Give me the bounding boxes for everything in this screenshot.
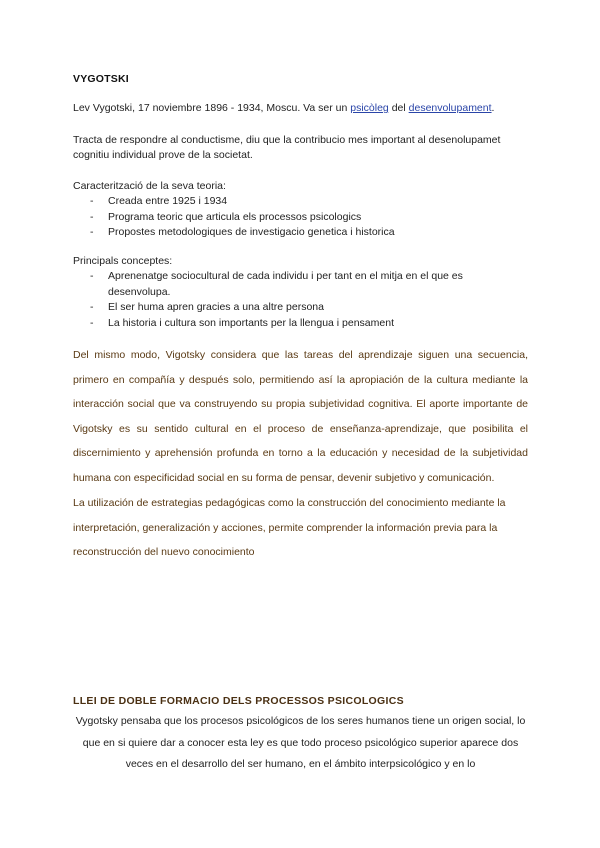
concepts-list	[90, 269, 463, 331]
list-item-continuation: desenvolupa.	[108, 285, 171, 298]
concepts-heading: Principals conceptes:	[73, 255, 173, 267]
vigotsky-paragraph-2: La utilización de estrategias pedagógicas como la construcción del conocimiento mediante la interpretación, generalización y acciones, permite comprender la información previa para la reconstrucción del nuevo conocimiento	[73, 497, 506, 558]
psicoleg-link[interactable]: psicòleg	[350, 102, 389, 114]
list-item: - La historia i cultura son importants per la llengua i pensament	[90, 316, 394, 329]
characteristics-list	[90, 194, 395, 241]
list-item: - Programa teoric que articula els processos psicologics	[90, 210, 362, 223]
list-item: - El ser huma apren gracies a una altre persona	[90, 301, 324, 313]
paragraph2-line2: cognitiu individual prove de la societat.	[73, 149, 253, 161]
document-title: VYGOTSKI	[73, 73, 129, 85]
desenvolupament-link[interactable]: desenvolupament	[408, 102, 492, 114]
intro-text-after: .	[491, 102, 495, 114]
list-item: - Propostes metodologiques de investigacio genetica i historica	[90, 226, 395, 238]
intro-text-before: Lev Vygotski, 17 noviembre 1896 - 1934, Moscu. Va ser un	[73, 102, 351, 114]
intro-line	[73, 102, 494, 114]
intro-text-between: del	[388, 102, 409, 114]
section-heading: LLEI DE DOBLE FORMACIO DELS PROCESSOS PSICOLOGICS	[73, 695, 404, 707]
list-item: - Creada entre 1925 i 1934	[90, 195, 228, 207]
vigotsky-paragraph-1: Del mismo modo, Vigotsky considera que las tareas del aprendizaje siguen una secuencia, primero en compañía y después solo, permitiendo así la apropiación de la cultura mediante la interacción social que va construyendo su propia subjetividad cognitiva. El aporte importante de Vigotsky es su sentido cultural en el proceso de enseñanza-aprendizaje, que posibilita el discernimiento y aprehensión profunda en torno a la educación y necesidad de la subjetividad humana con especificidad social en su forma de pensar, devenir subjetivo y comunicación.	[73, 349, 528, 484]
paragraph2-line1: Tracta de respondre al conductisme, diu que la contribucio mes important al desenolupamet	[73, 134, 501, 146]
section-paragraph: Vygotsky pensaba que los procesos psicológicos de los seres humanos tiene un origen social, lo que en si quiere dar a conocer esta ley es que todo proceso psicológico superior aparece dos veces en el desarrollo del ser humano, en el ámbito interpsicológico y en lo	[75, 715, 526, 770]
characteristics-heading: Caracterització de la seva teoria:	[73, 180, 226, 192]
list-item: - Aprenenatge sociocultural de cada individu i per tant en el mitja en el que es	[90, 270, 463, 282]
